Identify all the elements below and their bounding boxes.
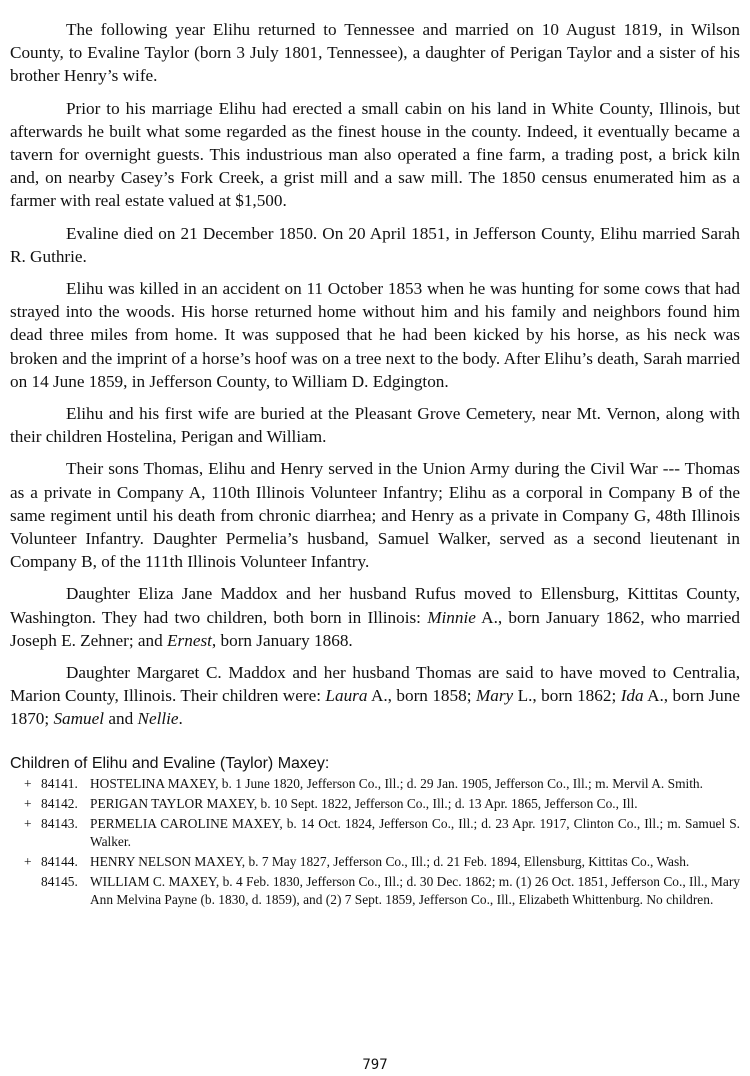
paragraph-evaline-death: Evaline died on 21 December 1850. On 20 April 1851, in Jefferson County, Elihu married Sarah R. Guthrie. xyxy=(10,223,740,266)
margaret-text: and xyxy=(104,709,138,729)
child-entry xyxy=(10,795,740,813)
children-heading: Children of Elihu and Evaline (Taylor) Maxey: xyxy=(10,754,330,772)
child-text: PERIGAN TAYLOR MAXEY, b. 10 Sept. 1822, Jefferson Co., Ill.; d. 13 Apr. 1865, Jefferson Co., Ill. xyxy=(90,795,638,811)
margaret-child-name: Mary xyxy=(475,686,514,706)
margaret-child-name: Samuel xyxy=(53,709,105,729)
descendant-marker: + xyxy=(24,853,32,869)
margaret-text: A., born June 1870; xyxy=(10,686,740,729)
paragraph-accident: Elihu was killed in an accident on 11 October 1853 when he was hunting for some cows that had strayed into the woods. His horse returned home without him and his family and neighbors found him dead three miles from home. It was supposed that he had been kicked by his horse, as his neck was broken and the imprint of a horse’s hoof was on a tree next to the body. After Elihu’s death, Sarah married on 14 June 1859, in Jefferson County, to William D. Edgington. xyxy=(10,279,740,391)
margaret-text: . xyxy=(178,709,183,729)
margaret-text: A., born 1858; xyxy=(367,686,476,706)
eliza-text: , born January 1868. xyxy=(211,630,353,650)
margaret-text: Daughter Margaret C. Maddox and her husband Thomas are said to have moved to Centralia, Marion County, Illinois. Their children were: xyxy=(10,663,740,706)
child-text: PERMELIA CAROLINE MAXEY, b. 14 Oct. 1824, Jefferson Co., Ill.; d. 23 Apr. 1917, Clinton Co., Ill.; m. Samuel S. Walker. xyxy=(90,815,740,849)
child-entry xyxy=(10,815,740,851)
paragraph-civil-war: Their sons Thomas, Elihu and Henry served in the Union Army during the Civil War --- Thomas as a private in Company A, 110th Illinois Volunteer Infantry; Elihu as a corporal in Company B of the same regiment until his death from chronic diarrhea; and Henry as a private in Company G, 48th Illinois Volunteer Infantry. Daughter Permelia’s husband, Samuel Walker, served as a second lieutenant in Company B, of the 111th Illinois Volunteer Infantry. xyxy=(10,459,740,572)
child-entry xyxy=(10,853,740,871)
child-number: 84141. xyxy=(41,775,78,791)
margaret-child-name: Nellie xyxy=(137,709,179,729)
paragraph-cabin: Prior to his marriage Elihu had erected a small cabin on his land in White County, Illinois, but afterwards he built what some regarded as the finest house in the county. Indeed, it eventually became a tavern for overnight guests. This industrious man also operated a fine farm, a trading post, a brick kiln and, on nearby Casey’s Fork Creek, a grist mill and a saw mill. The 1850 census enumerated him as a farmer with real estate valued at $1,500. xyxy=(10,98,740,211)
margaret-text: L., born 1862; xyxy=(513,686,621,706)
descendant-marker: + xyxy=(24,775,32,791)
paragraph-eliza xyxy=(10,582,740,652)
margaret-child-name: Laura xyxy=(325,686,368,706)
eliza-child-name: Ernest xyxy=(167,630,212,650)
paragraph-marriage: The following year Elihu returned to Tennessee and married on 10 August 1819, in Wilson County, to Evaline Taylor (born 3 July 1801, Tennessee), a daughter of Perigan Taylor and a sister of his brother Henry’s wife. xyxy=(10,20,740,86)
child-entry xyxy=(10,873,740,909)
child-text: WILLIAM C. MAXEY, b. 4 Feb. 1830, Jefferson Co., Ill.; d. 30 Dec. 1862; m. (1) 26 Oct. 1851, Jefferson Co., Ill., Mary Ann Melvina Payne (b. 1830, d. 1859), and (2) 7 Sept. 1859, Jefferson Co., Ill., Elizabeth Whittenburg. No children. xyxy=(90,873,740,907)
descendant-marker: + xyxy=(24,795,32,811)
paragraph-margaret xyxy=(10,661,740,731)
descendant-marker: + xyxy=(24,815,32,831)
document-page xyxy=(10,18,740,911)
eliza-child-name: Minnie xyxy=(427,607,476,627)
child-number: 84143. xyxy=(41,815,78,831)
child-text: HENRY NELSON MAXEY, b. 7 May 1827, Jefferson Co., Ill.; d. 21 Feb. 1894, Ellensburg, Kittitas Co., Wash. xyxy=(90,853,690,869)
child-number: 84144. xyxy=(41,853,78,869)
page-number: 797 xyxy=(362,1057,388,1073)
paragraph-burial: Elihu and his first wife are buried at the Pleasant Grove Cemetery, near Mt. Vernon, along with their children Hostelina, Perigan and William. xyxy=(10,404,740,447)
child-number: 84145. xyxy=(41,873,78,889)
margaret-child-name: Ida xyxy=(620,686,644,706)
child-text: HOSTELINA MAXEY, b. 1 June 1820, Jefferson Co., Ill.; d. 29 Jan. 1905, Jefferson Co., Ill.; m. Mervil A. Smith. xyxy=(90,775,703,791)
child-entry xyxy=(10,775,740,793)
child-number: 84142. xyxy=(41,795,78,811)
eliza-text: A., born January 1862, who married Joseph E. Zehner; and xyxy=(10,607,740,650)
eliza-text: Daughter Eliza Jane Maddox and her husband Rufus moved to Ellensburg, Kittitas County, Washington. They had two children, both born in Illinois: xyxy=(10,584,740,627)
